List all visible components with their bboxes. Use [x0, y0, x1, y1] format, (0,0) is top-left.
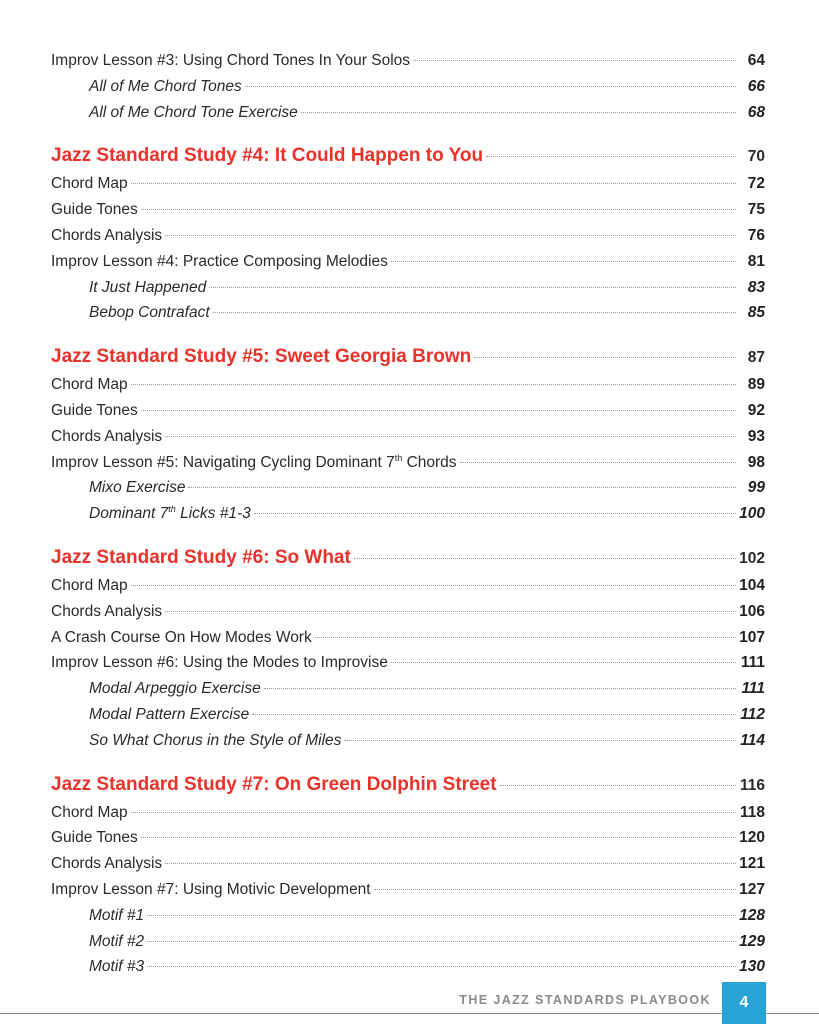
dot-leader: [131, 812, 736, 813]
table-of-contents: [51, 48, 765, 980]
toc-entry-label: Dominant 7th Licks #1-3: [89, 504, 251, 523]
page-number-badge: 4: [722, 982, 766, 1024]
toc-entry[interactable]: [51, 48, 765, 74]
toc-subentry[interactable]: [51, 275, 765, 301]
toc-page-number: 72: [747, 175, 765, 193]
toc-subentry[interactable]: [51, 501, 765, 527]
toc-entry-label: It Just Happened: [89, 278, 207, 296]
toc-page-number: 120: [739, 829, 765, 847]
toc-page-number: 83: [747, 278, 765, 296]
toc-page-number: 85: [747, 304, 765, 322]
toc-page-number: 107: [739, 628, 765, 646]
toc-entry[interactable]: [51, 625, 765, 651]
toc-subentry[interactable]: [51, 74, 765, 100]
toc-entry[interactable]: [51, 450, 765, 476]
dot-leader: [374, 889, 736, 890]
toc-page-number: 81: [747, 252, 765, 270]
toc-entry-label: Chord Map: [51, 376, 128, 394]
dot-leader: [252, 714, 736, 715]
toc-section-heading[interactable]: [51, 342, 765, 372]
dot-leader: [165, 611, 736, 612]
toc-page-number: 130: [739, 958, 765, 976]
toc-subentry[interactable]: [51, 954, 765, 980]
toc-page-number: 92: [747, 401, 765, 419]
toc-entry[interactable]: [51, 197, 765, 223]
dot-leader: [147, 941, 736, 942]
dot-leader: [141, 209, 736, 210]
dot-leader: [245, 86, 736, 87]
toc-subentry[interactable]: [51, 702, 765, 728]
toc-subentry[interactable]: [51, 903, 765, 929]
toc-page-number: 111: [741, 680, 765, 698]
section-gap: [51, 125, 765, 141]
toc-page-number: 87: [747, 349, 765, 367]
toc-entry[interactable]: [51, 650, 765, 676]
toc-entry-label: Jazz Standard Study #4: It Could Happen to You: [51, 145, 484, 167]
toc-entry[interactable]: [51, 424, 765, 450]
toc-entry[interactable]: [51, 851, 765, 877]
toc-page-number: 75: [747, 201, 765, 219]
toc-subentry[interactable]: [51, 929, 765, 955]
toc-entry-label: Guide Tones: [51, 829, 138, 847]
toc-entry-label: Jazz Standard Study #6: So What: [51, 546, 351, 568]
toc-entry-label: Bebop Contrafact: [89, 304, 210, 322]
toc-page-number: 111: [740, 654, 765, 672]
toc-entry-label: Chord Map: [51, 576, 128, 594]
toc-page-number: 104: [739, 576, 765, 594]
toc-entry-label: Improv Lesson #4: Practice Composing Melodies: [51, 252, 388, 270]
toc-entry-label: Mixo Exercise: [89, 479, 186, 497]
toc-entry-label: So What Chorus in the Style of Miles: [89, 731, 342, 749]
dot-leader: [315, 637, 736, 638]
toc-page-number: 129: [739, 932, 765, 950]
toc-entry[interactable]: [51, 372, 765, 398]
section-gap: [51, 326, 765, 342]
dot-leader: [486, 156, 736, 157]
toc-page-number: 68: [747, 103, 765, 121]
footer-book-title: THE JAZZ STANDARDS PLAYBOOK: [459, 993, 711, 1007]
dot-leader: [413, 60, 736, 61]
toc-subentry[interactable]: [51, 300, 765, 326]
toc-page-number: 106: [739, 602, 765, 620]
dot-leader: [460, 462, 736, 463]
toc-entry-label: Guide Tones: [51, 401, 138, 419]
dot-leader: [213, 312, 736, 313]
toc-entry-label: All of Me Chord Tone Exercise: [89, 103, 298, 121]
toc-page-number: 98: [747, 453, 765, 471]
toc-page-number: 121: [739, 855, 765, 873]
toc-subentry[interactable]: [51, 728, 765, 754]
toc-entry-label: A Crash Course On How Modes Work: [51, 628, 312, 646]
toc-page-number: 70: [747, 148, 765, 166]
dot-leader: [254, 513, 736, 514]
dot-leader: [147, 915, 736, 916]
section-gap: [51, 754, 765, 770]
toc-entry-label: Improv Lesson #3: Using Chord Tones In Your Solos: [51, 52, 411, 69]
dot-leader: [131, 585, 736, 586]
dot-leader: [301, 112, 736, 113]
toc-page-number: 116: [739, 776, 765, 794]
toc-entry[interactable]: [51, 877, 765, 903]
toc-entry[interactable]: [51, 223, 765, 249]
toc-page-number: 93: [747, 427, 765, 445]
toc-page-number: 64: [747, 52, 765, 69]
dot-leader: [131, 183, 736, 184]
toc-page-number: 112: [740, 705, 765, 723]
toc-entry-label: Motif #2: [89, 932, 145, 950]
dot-leader: [344, 740, 736, 741]
footer-divider: [0, 1013, 819, 1014]
toc-page-number: 66: [747, 77, 765, 95]
toc-entry-label: Motif #3: [89, 958, 145, 976]
dot-leader: [131, 384, 736, 385]
toc-page-number: 100: [739, 505, 765, 523]
dot-leader: [354, 558, 736, 559]
toc-subentry[interactable]: [51, 676, 765, 702]
dot-leader: [188, 487, 736, 488]
toc-page-number: 127: [739, 880, 765, 898]
toc-subentry[interactable]: [51, 475, 765, 501]
dot-leader: [141, 837, 736, 838]
toc-entry-label: Chords Analysis: [51, 226, 163, 244]
dot-leader: [264, 688, 736, 689]
dot-leader: [141, 410, 736, 411]
toc-page-number: 89: [747, 376, 765, 394]
dot-leader: [147, 966, 736, 967]
toc-entry-label: Improv Lesson #5: Navigating Cycling Dominant 7th Chords: [51, 452, 457, 471]
toc-section-heading[interactable]: [51, 543, 765, 573]
dot-leader: [391, 261, 736, 262]
toc-page-number: 99: [747, 479, 765, 497]
section-gap: [51, 527, 765, 543]
toc-entry-label: Chords Analysis: [51, 855, 163, 873]
toc-entry[interactable]: [51, 599, 765, 625]
toc-entry[interactable]: [51, 171, 765, 197]
toc-page-number: 114: [740, 731, 765, 749]
toc-entry-label: Jazz Standard Study #7: On Green Dolphin Street: [51, 773, 497, 795]
toc-entry-label: Chords Analysis: [51, 427, 163, 445]
toc-page-number: 118: [739, 803, 765, 821]
dot-leader: [474, 357, 736, 358]
toc-entry-label: All of Me Chord Tones: [89, 77, 242, 95]
toc-section-heading[interactable]: [51, 141, 765, 171]
toc-subentry[interactable]: [51, 100, 765, 126]
toc-page-number: 76: [747, 226, 765, 244]
dot-leader: [391, 662, 736, 663]
dot-leader: [165, 863, 736, 864]
toc-entry[interactable]: [51, 800, 765, 826]
toc-entry-label: Chords Analysis: [51, 602, 163, 620]
dot-leader: [165, 436, 736, 437]
toc-entry-label: Motif #1: [89, 906, 145, 924]
dot-leader: [500, 785, 736, 786]
toc-entry-label: Guide Tones: [51, 201, 138, 219]
toc-section-heading[interactable]: [51, 770, 765, 800]
toc-entry[interactable]: [51, 249, 765, 275]
dot-leader: [165, 235, 736, 236]
toc-entry-label: Improv Lesson #6: Using the Modes to Improvise: [51, 654, 388, 672]
toc-entry[interactable]: [51, 398, 765, 424]
toc-entry-label: Chord Map: [51, 803, 128, 821]
dot-leader: [209, 287, 736, 288]
toc-page-number: 102: [739, 549, 765, 567]
toc-entry-label: Improv Lesson #7: Using Motivic Development: [51, 880, 371, 898]
toc-entry[interactable]: [51, 573, 765, 599]
toc-entry-label: Jazz Standard Study #5: Sweet Georgia Brown: [51, 346, 472, 368]
toc-entry-label: Chord Map: [51, 175, 128, 193]
toc-page-number: 128: [739, 906, 765, 924]
toc-entry-label: Modal Arpeggio Exercise: [89, 680, 261, 698]
toc-entry[interactable]: [51, 825, 765, 851]
toc-entry-label: Modal Pattern Exercise: [89, 705, 250, 723]
